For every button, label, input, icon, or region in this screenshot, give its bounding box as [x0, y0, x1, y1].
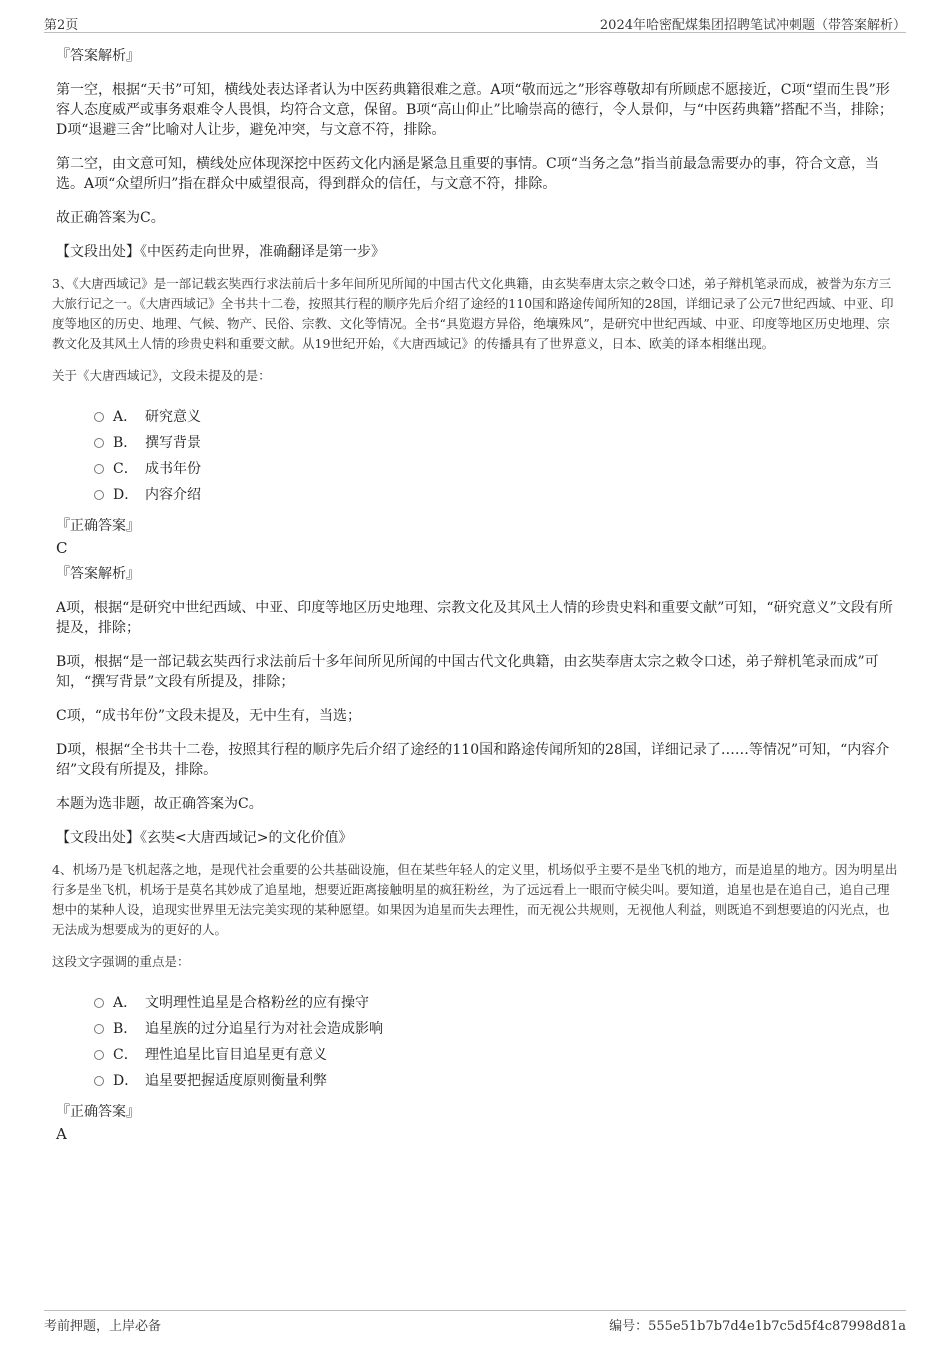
q4-options — [94, 990, 902, 1094]
q4-prompt: 这段文字强调的重点是： — [52, 954, 190, 969]
q2-analysis-paragraph-1: 第一空，根据“天书”可知，横线处表达译者认为中医药典籍很难之意。A项“敬而远之”形容尊敬却有所顾虑不愿接近，C项“望而生畏”形容人态度威严或事务艰难令人畏惧，均符合文意，保留。B项“高山仰止”比喻崇高的德行，令人景仰，与“中医药典籍”搭配不当，排除；D项“退避三舍”比喻对人让步，避免冲突，与文意不符，排除。 — [56, 82, 893, 138]
option-letter: B． — [113, 1021, 138, 1037]
q4-option-a[interactable] — [94, 990, 902, 1016]
option-letter: A． — [113, 995, 138, 1011]
page-content — [52, 46, 902, 1150]
option-letter: B． — [113, 435, 138, 451]
radio-icon[interactable] — [94, 412, 104, 422]
page-number: 第2页 — [44, 18, 79, 33]
radio-icon[interactable] — [94, 464, 104, 474]
q3-option-b[interactable] — [94, 430, 902, 456]
radio-icon[interactable] — [94, 998, 104, 1008]
q2-conclusion: 故正确答案为C。 — [56, 210, 165, 226]
option-letter: D． — [113, 1073, 139, 1089]
q4-option-d[interactable] — [94, 1068, 902, 1094]
q4-stem: 4、机场乃是飞机起落之地，是现代社会重要的公共基础设施，但在某些年轻人的定义里，机场似乎主要不是坐飞机的地方，而是追星的地方。因为明星出行多是坐飞机，机场于是莫名其妙成了追星地，想要近距离接触明星的疯狂粉丝，为了远远看上一眼而守候尖叫。要知道，追星也是在追自己，追自己理想中的某种人设，追现实世界里无法完美实现的某种愿望。如果因为追星而失去理性，而无视公共规则，无视他人利益，则既追不到想要追的闪光点，也无法成为想要成为的更好的人。 — [52, 862, 898, 937]
option-letter: A． — [113, 409, 138, 425]
option-letter: C． — [113, 1047, 138, 1063]
radio-icon[interactable] — [94, 438, 104, 448]
page-header — [44, 12, 906, 33]
page-footer — [44, 1310, 906, 1335]
radio-icon[interactable] — [94, 490, 104, 500]
radio-icon[interactable] — [94, 1024, 104, 1034]
q3-prompt: 关于《大唐西域记》，文段未提及的是： — [52, 368, 271, 383]
document-title: 2024年哈密配煤集团招聘笔试冲刺题（带答案解析） — [599, 18, 906, 33]
q3-option-c[interactable] — [94, 456, 902, 482]
option-text: 研究意义 — [145, 409, 201, 425]
q4-correct-answer: A — [56, 1125, 67, 1143]
q2-source: 【文段出处】《中医药走向世界，准确翻译是第一步》 — [56, 244, 385, 260]
footer-slogan: 考前押题，上岸必备 — [44, 1319, 162, 1334]
q3-conclusion: 本题为选非题，故正确答案为C。 — [56, 796, 263, 812]
option-text: 成书年份 — [145, 461, 201, 477]
radio-icon[interactable] — [94, 1050, 104, 1060]
q3-analysis-label: 『答案解析』 — [56, 566, 140, 582]
option-text: 撰写背景 — [145, 435, 201, 451]
q3-options — [94, 404, 902, 508]
q3-source: 【文段出处】《玄奘<大唐西域记>的文化价值》 — [56, 830, 353, 846]
q3-analysis-c: C项，“成书年份”文段未提及，无中生有，当选； — [56, 708, 362, 724]
option-letter: C． — [113, 461, 138, 477]
q3-stem: 3、《大唐西域记》是一部记载玄奘西行求法前后十多年间所见所闻的中国古代文化典籍，由玄奘奉唐太宗之敕令口述，弟子辩机笔录而成，被誉为东方三大旅行记之一。《大唐西域记》全书共十二卷，按照其行程的顺序先后介绍了途经的110国和路途传闻所知的28国，详细记录了公元7世纪西域、中亚、印度等地区的历史、地理、气候、物产、民俗、宗教、文化等情况。全书“具览遐方异俗，绝壤殊风”，是研究中世纪西域、中亚、印度等地区历史地理、宗教文化及其风土人情的珍贵史料和重要文献。从19世纪开始，《大唐西域记》的传播具有了世界意义，日本、欧美的译本相继出现。 — [52, 276, 894, 351]
q3-analysis-a: A项，根据“是研究中世纪西域、中亚、印度等地区历史地理、宗教文化及其风土人情的珍贵史料和重要文献”可知，“研究意义”文段有所提及，排除； — [56, 600, 893, 636]
option-text: 理性追星比盲目追星更有意义 — [145, 1047, 327, 1063]
q4-correct-label: 『正确答案』 — [56, 1104, 140, 1120]
q2-analysis-paragraph-2: 第二空，由文意可知，横线处应体现深挖中医药文化内涵是紧急且重要的事情。C项“当务之急”指当前最急需要办的事，符合文意，当选。A项“众望所归”指在群众中威望很高，得到群众的信任，与文意不符，排除。 — [56, 156, 880, 192]
option-letter: D． — [113, 487, 139, 503]
option-text: 追星要把握适度原则衡量利弊 — [145, 1073, 327, 1089]
q4-option-c[interactable] — [94, 1042, 902, 1068]
option-text: 内容介绍 — [145, 487, 201, 503]
option-text: 追星族的过分追星行为对社会造成影响 — [145, 1021, 383, 1037]
q3-option-a[interactable] — [94, 404, 902, 430]
option-text: 文明理性追星是合格粉丝的应有操守 — [145, 995, 369, 1011]
document-code: 编号：555e51b7b7d4e1b7c5d5f4c87998d81a — [609, 1319, 906, 1334]
q3-analysis-d: D项，根据“全书共十二卷，按照其行程的顺序先后介绍了途经的110国和路途传闻所知的28国，详细记录了……等情况”可知，“内容介绍”文段有所提及，排除。 — [56, 742, 890, 778]
q3-option-d[interactable] — [94, 482, 902, 508]
q3-correct-label: 『正确答案』 — [56, 518, 140, 534]
radio-icon[interactable] — [94, 1076, 104, 1086]
q4-option-b[interactable] — [94, 1016, 902, 1042]
q3-analysis-b: B项，根据“是一部记载玄奘西行求法前后十多年间所见所闻的中国古代文化典籍，由玄奘奉唐太宗之敕令口述，弟子辩机笔录而成”可知，“撰写背景”文段有所提及，排除； — [56, 654, 879, 690]
q2-analysis-label: 『答案解析』 — [56, 48, 140, 64]
q3-correct-answer: C — [56, 539, 68, 557]
